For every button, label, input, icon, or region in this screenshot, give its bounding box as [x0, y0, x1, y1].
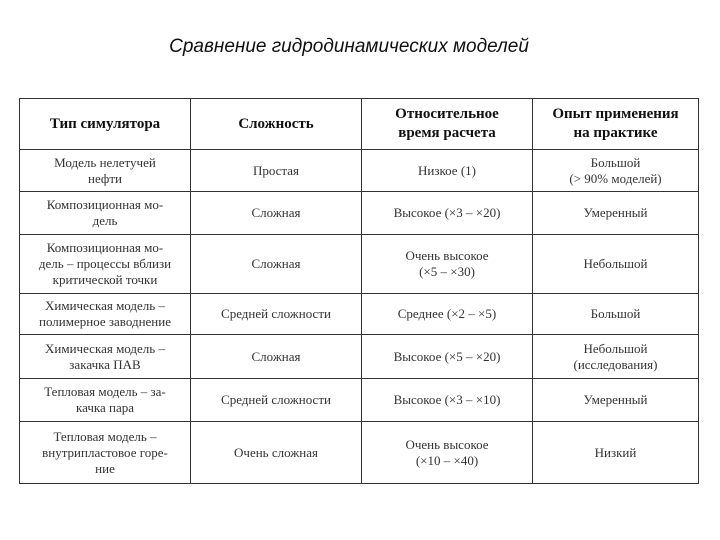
- header-simulator-type: Тип симулятора: [20, 99, 191, 150]
- table-row: [20, 235, 699, 294]
- cell-practical-experience: Умеренный: [533, 379, 699, 422]
- cell-practical-experience: Большой (> 90% моделей): [533, 150, 699, 192]
- simulator-comparison-table: [19, 98, 699, 484]
- cell-relative-time: Низкое (1): [362, 150, 533, 192]
- cell-practical-experience: Небольшой (исследования): [533, 335, 699, 379]
- table-row: [20, 192, 699, 235]
- cell-relative-time: Высокое (×5 – ×20): [362, 335, 533, 379]
- slide-title: Сравнение гидродинамических моделей: [169, 36, 529, 57]
- table-row: [20, 294, 699, 335]
- header-complexity: Сложность: [191, 99, 362, 150]
- cell-simulator-type: Тепловая модель – за- качка пара: [20, 379, 191, 422]
- cell-simulator-type: Композиционная мо- дель – процессы вблизи критической точки: [20, 235, 191, 294]
- cell-simulator-type: Химическая модель – закачка ПАВ: [20, 335, 191, 379]
- table-row: [20, 379, 699, 422]
- cell-practical-experience: Умеренный: [533, 192, 699, 235]
- cell-practical-experience: Большой: [533, 294, 699, 335]
- cell-practical-experience: Низкий: [533, 422, 699, 484]
- cell-complexity: Простая: [191, 150, 362, 192]
- table-row: [20, 422, 699, 484]
- cell-complexity: Очень сложная: [191, 422, 362, 484]
- cell-relative-time: Высокое (×3 – ×10): [362, 379, 533, 422]
- cell-relative-time: Среднее (×2 – ×5): [362, 294, 533, 335]
- table-row: [20, 335, 699, 379]
- cell-complexity: Сложная: [191, 192, 362, 235]
- cell-complexity: Сложная: [191, 235, 362, 294]
- header-practical-experience: Опыт применения на практике: [533, 99, 699, 150]
- cell-relative-time: Высокое (×3 – ×20): [362, 192, 533, 235]
- cell-simulator-type: Тепловая модель – внутрипластовое горе- ние: [20, 422, 191, 484]
- cell-practical-experience: Небольшой: [533, 235, 699, 294]
- cell-relative-time: Очень высокое (×10 – ×40): [362, 422, 533, 484]
- header-relative-time: Относительное время расчета: [362, 99, 533, 150]
- cell-complexity: Средней сложности: [191, 379, 362, 422]
- table-row: [20, 150, 699, 192]
- cell-complexity: Средней сложности: [191, 294, 362, 335]
- cell-simulator-type: Модель нелетучей нефти: [20, 150, 191, 192]
- cell-complexity: Сложная: [191, 335, 362, 379]
- cell-relative-time: Очень высокое (×5 – ×30): [362, 235, 533, 294]
- cell-simulator-type: Композиционная мо- дель: [20, 192, 191, 235]
- cell-simulator-type: Химическая модель – полимерное заводнение: [20, 294, 191, 335]
- header-row: [20, 99, 699, 150]
